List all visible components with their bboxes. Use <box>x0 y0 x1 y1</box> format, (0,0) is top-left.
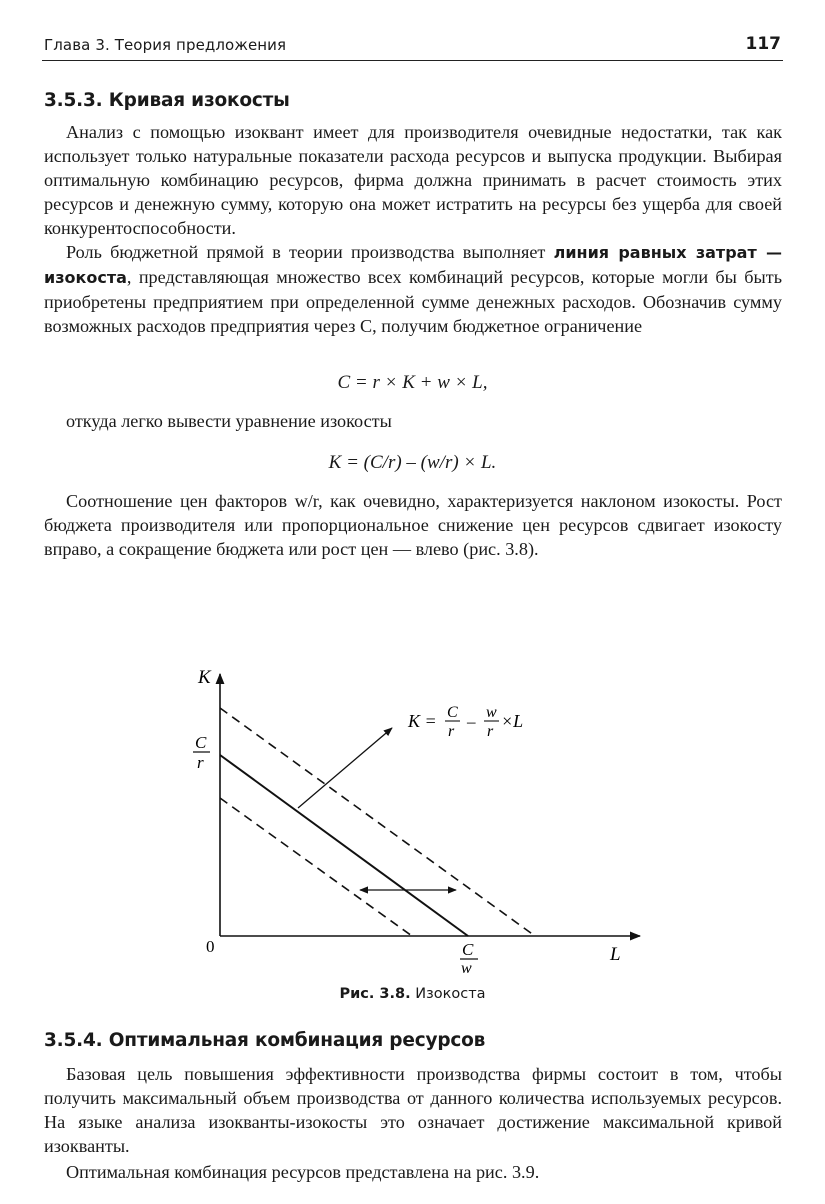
page-number: 117 <box>745 34 781 54</box>
figure-caption-number: Рис. 3.8. <box>339 986 411 1002</box>
running-header-chapter: Глава 3. Теория предложения <box>44 36 287 54</box>
equation-r1: r <box>448 723 455 740</box>
isocost-diagram <box>180 660 650 980</box>
x-intercept-numerator: C <box>462 940 474 959</box>
paragraph-2-start: Роль бюджетной прямой в теории производства выполняет <box>66 242 554 262</box>
paragraph-6: Оптимальная комбинация ресурсов представлена на рис. 3.9. <box>66 1162 540 1182</box>
origin-label: 0 <box>206 937 215 956</box>
equation-k: K = <box>408 711 437 731</box>
isocost-line-shifted-right <box>220 708 535 936</box>
equation-r2: r <box>487 723 494 740</box>
x-axis-label: L <box>610 944 621 965</box>
paragraph-1: Анализ с помощью изоквант имеет для производителя очевидные недостатки, так как использует только натуральные показатели расхода ресурсов и выпуска продукции. Выбирая оптимальную комбинацию ресурсов, фирма должна принимать в расчет стоимость этих ресурсов и денежную сумму, которую она может истратить на ресурсы без ущерба для своей конкурентоспособности. <box>44 122 782 238</box>
y-intercept-numerator: C <box>195 733 207 752</box>
equation-minus: – <box>467 712 476 731</box>
x-intercept-denominator: w <box>461 960 472 977</box>
equation-c: C <box>447 704 458 721</box>
paragraph-3: откуда легко вывести уравнение изокосты <box>66 411 392 431</box>
equation-pointer-arrow <box>298 728 392 808</box>
header-rule <box>42 60 783 61</box>
paragraph-4: Соотношение цен факторов w/r, как очевидно, характеризуется наклоном изокосты. Рост бюджета производителя или пропорциональное снижение цен ресурсов сдвигает изокосту вправо, а сокращение бюджета или рост цен — влево (рис. 3.8). <box>44 491 782 559</box>
paragraph-2 <box>44 240 782 338</box>
section-heading-isocost: 3.5.3. Кривая изокосты <box>44 90 290 111</box>
paragraph-5: Базовая цель повышения эффективности производства фирмы состоит в том, чтобы получить максимальный объем производства от данного количества используемых ресурсов. На языке анализа изокванты-изокосты это означает достижение максимальной кривой изокванты. <box>44 1064 782 1156</box>
isocost-line-base <box>220 755 468 936</box>
equation-w: w <box>486 704 497 721</box>
isocost-line-shifted-left <box>220 798 412 936</box>
formula-isocost-equation: K = (C/r) – (w/r) × L. <box>328 452 497 473</box>
paragraph-2-end: , представляющая множество всех комбинаций ресурсов, которые могли бы быть приобретены предприятием при определенной сумме денежных расходов. Обозначив сумму возможных расходов предприятия через C, получим бюджетное ограничение <box>44 267 782 336</box>
formula-budget-constraint: C = r × K + w × L, <box>337 372 488 393</box>
figure-caption-text: Изокоста <box>415 986 486 1002</box>
equation-tail: ×L <box>501 711 524 731</box>
section-heading-optimal-combination: 3.5.4. Оптимальная комбинация ресурсов <box>44 1030 486 1051</box>
figure-caption <box>0 986 825 1002</box>
y-axis-label: K <box>198 667 211 688</box>
paragraph-2-bold-term: линия равных затрат — изокоста <box>44 243 782 287</box>
y-intercept-denominator: r <box>197 753 204 772</box>
isocost-figure <box>180 660 650 985</box>
